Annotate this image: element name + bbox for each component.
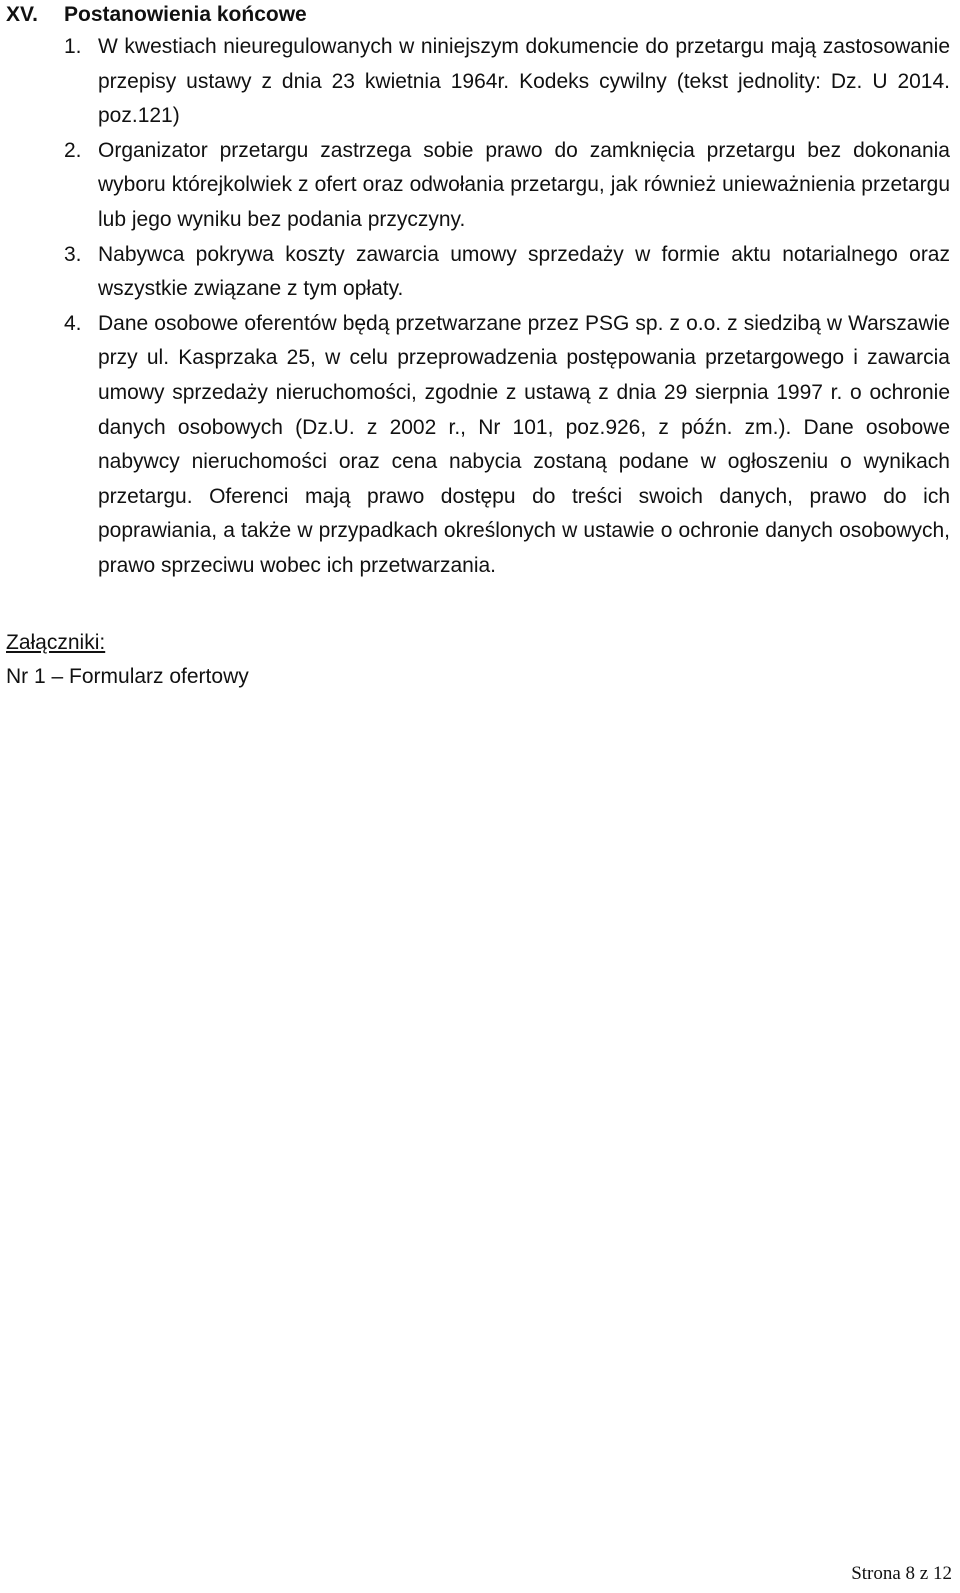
- provision-item-1: [64, 30, 950, 134]
- provision-item-2: [64, 134, 950, 238]
- section-title: Postanowienia końcowe: [64, 3, 307, 26]
- provisions-list: [64, 30, 950, 584]
- provision-text: W kwestiach nieuregulowanych w niniejszym dokumencie do przetargu mają zastosowanie przepisy ustawy z dnia 23 kwietnia 1964r. Kodeks cywilny (tekst jednolity: Dz. U 2014. poz.121): [98, 35, 950, 128]
- provision-text: Organizator przetargu zastrzega sobie prawo do zamknięcia przetargu bez dokonania wyboru którejkolwiek z ofert oraz odwołania przetargu, jak również unieważnienia przetargu lub jego wyniku bez podania przyczyny.: [98, 138, 950, 231]
- section-number: XV.: [6, 3, 38, 26]
- provision-number: 2.: [64, 138, 82, 162]
- provision-number: 1.: [64, 35, 82, 58]
- attachments-title: Załączniki:: [6, 631, 106, 654]
- provision-text: Dane osobowe oferentów będą przetwarzane przez PSG sp. z o.o. z siedzibą w Warszawie przy ul. Kasprzaka 25, w celu przeprowadzenia postępowania przetargowego i zawarcia umowy sprzedaży nieruchomości, zgodnie z ustawą z dnia 29 sierpnia 1997 r. o ochronie danych osobowych (Dz.U. z 2002 r., Nr 101, poz.926, z późn. zm.). Dane osobowe nabywcy nieruchomości oraz cena nabycia zostaną podane w ogłoszeniu o wynikach przetargu. Oferenci mają prawo dostępu do treści swoich danych, prawo do ich poprawiania, a także w przypadkach określonych w ustawie o ochronie danych osobowych, prawo sprzeciwu wobec ich przetwarzania.: [98, 311, 950, 577]
- provision-number: 4.: [64, 311, 82, 335]
- attachments-section: [6, 626, 249, 694]
- page-number: Strona 8 z 12: [851, 1563, 952, 1584]
- provision-number: 3.: [64, 242, 82, 266]
- section-heading: [6, 2, 307, 28]
- provision-item-4: [64, 307, 950, 584]
- provision-text: Nabywca pokrywa koszty zawarcia umowy sprzedaży w formie aktu notarialnego oraz wszystkie związane z tym opłaty.: [98, 242, 950, 301]
- attachment-entry: Nr 1 – Formularz ofertowy: [6, 665, 249, 688]
- provision-item-3: [64, 238, 950, 307]
